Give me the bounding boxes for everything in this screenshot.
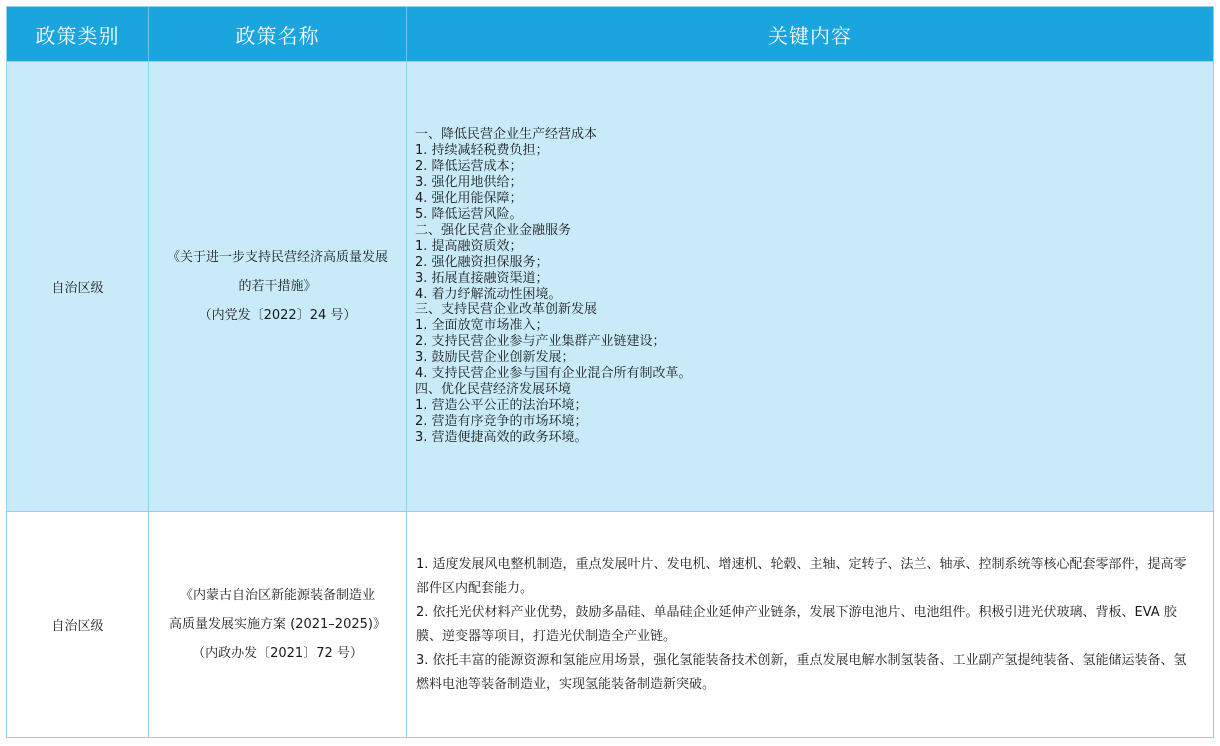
content-item: 4. 支持民营企业参与国有企业混合所有制改革。 [415, 366, 692, 382]
policy-name-line: 高质量发展实施方案 (2021–2025)》 [169, 617, 386, 632]
table-header [7, 7, 1213, 61]
policy-name-cell [148, 512, 406, 737]
policy-name-line: 《内蒙古自治区新能源装备制造业 [179, 588, 375, 603]
policy-name-cell [148, 62, 406, 511]
key-content-cell [406, 512, 1213, 737]
header-policy-category: 政策类别 [35, 23, 120, 48]
content-item: 2. 营造有序竞争的市场环境； [415, 413, 588, 429]
header-policy-name: 政策名称 [148, 7, 406, 61]
content-item: 4. 强化用能保障； [415, 191, 523, 207]
content-item: 3. 营造便捷高效的政务环境。 [415, 429, 588, 445]
policy-doc-number: （内党发〔2022〕24 号） [198, 308, 357, 323]
content-item: 3. 强化用地供给； [415, 175, 523, 191]
content-item: 3. 拓展直接融资渠道； [415, 270, 549, 286]
policy-name-line: 《关于进一步支持民营经济高质量发展 [166, 250, 388, 265]
content-paragraph: 2. 依托光伏材料产业优势，鼓励多晶硅、单晶硅企业延伸产业链条，发展下游电池片、电池组件。积极引进光伏玻璃、背板、EVA 胶膜、逆变器等项目，打造光伏制造全产业链。 [416, 604, 1177, 644]
content-item: 2. 降低运营成本； [415, 159, 523, 175]
content-item: 4. 着力纾解流动性困境。 [415, 286, 562, 302]
table-row [7, 511, 1213, 737]
content-item: 1. 提高融资质效； [415, 238, 523, 254]
content-paragraph: 1. 适度发展风电整机制造，重点发展叶片、发电机、增速机、轮毂、主轴、定转子、法兰、轴承、控制系统等核心配套零部件，提高零部件区内配套能力。 [416, 556, 1187, 596]
content-item: 1. 营造公平公正的法治环境； [415, 397, 588, 413]
content-item: 2. 强化融资担保服务； [415, 254, 549, 270]
content-item: 1. 持续减轻税费负担； [415, 143, 549, 159]
key-content-cell [406, 62, 1213, 511]
policy-category-cell: 自治区级 [51, 281, 104, 296]
policy-name-line: 的若干措施》 [238, 279, 317, 294]
policy-table [6, 6, 1214, 738]
content-item: 1. 全面放宽市场准入； [415, 318, 549, 334]
content-item: 3. 鼓励民营企业创新发展； [415, 350, 575, 366]
content-item: 2. 支持民营企业参与产业集群产业链建设； [415, 334, 666, 350]
policy-doc-number: （内政办发〔2021〕72 号） [192, 646, 363, 661]
content-paragraph: 3. 依托丰富的能源资源和氢能应用场景，强化氢能装备技术创新，重点发展电解水制氢装备、工业副产氢提纯装备、氢能储运装备、氢燃料电池等装备制造业，实现氢能装备制造新突破。 [416, 652, 1187, 692]
content-heading: 四、优化民营经济发展环境 [415, 381, 572, 397]
content-heading: 三、支持民营企业改革创新发展 [415, 302, 598, 318]
policy-category-cell: 自治区级 [51, 619, 104, 634]
content-heading: 一、降低民营企业生产经营成本 [415, 127, 598, 143]
table-row [7, 61, 1213, 511]
header-key-content: 关键内容 [406, 7, 1213, 61]
content-heading: 二、强化民营企业金融服务 [415, 222, 572, 238]
content-item: 5. 降低运营风险。 [415, 206, 523, 222]
